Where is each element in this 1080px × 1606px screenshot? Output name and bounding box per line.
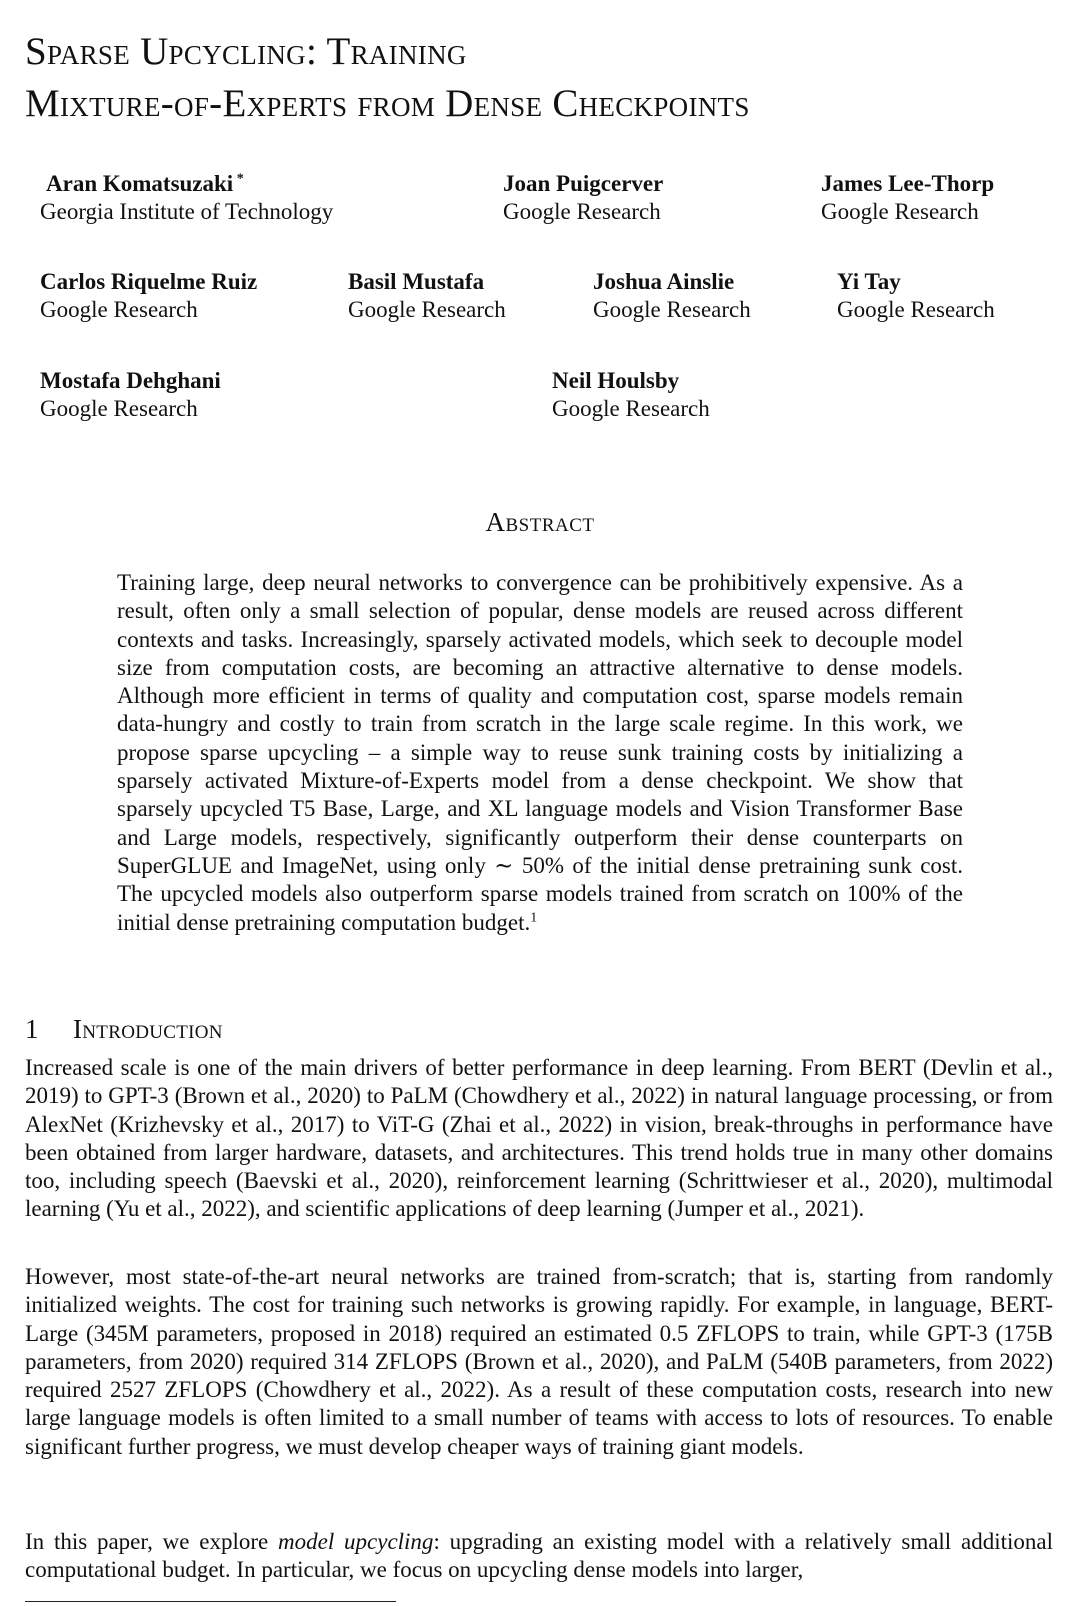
author-affiliation: Google Research: [503, 199, 661, 224]
author-affiliation: Google Research: [821, 199, 979, 224]
author-affiliation: Google Research: [593, 297, 751, 322]
paper-title: [25, 26, 750, 130]
author-block: [821, 170, 994, 226]
author-name: Yi Tay: [837, 269, 901, 294]
author-block: [40, 367, 221, 423]
author-name: Basil Mustafa: [348, 269, 485, 294]
author-name: Neil Houlsby: [552, 368, 680, 393]
author-affiliation: Google Research: [40, 396, 198, 421]
footnote-marker[interactable]: 1: [530, 909, 538, 925]
author-footnote-mark: *: [233, 171, 244, 187]
author-block: [40, 170, 334, 226]
author-affiliation: Google Research: [837, 297, 995, 322]
author-affiliation: Google Research: [348, 297, 506, 322]
section-title: Introduction: [73, 1014, 223, 1044]
author-name: Joshua Ainslie: [593, 269, 735, 294]
intro-paragraph-1: Increased scale is one of the main drivers of better performance in deep learning. From BERT (Devlin et al., 2019) to GPT-3 (Brown et al., 2020) to PaLM (Chowdhery et al., 2022) in natural language processing, or from AlexNet (Krizhevsky et al., 2017) to ViT-G (Zhai et al., 2022) in vision, break-throughs in performance have been obtained from larger hardware, datasets, and architectures. This trend holds true in many other domains too, including speech (Baevski et al., 2020), reinforcement learning (Schrittwieser et al., 2020), multimodal learning (Yu et al., 2022), and scientific applications of deep learning (Jumper et al., 2021).: [25, 1055, 1053, 1222]
author-affiliation: Google Research: [552, 396, 710, 421]
emphasis-term: model upcycling: [278, 1529, 434, 1554]
author-block: [348, 268, 506, 324]
author-name: James Lee-Thorp: [821, 171, 995, 196]
author-block: [837, 268, 995, 324]
footnote-divider: [25, 1601, 396, 1602]
author-name: Aran Komatsuzaki *: [46, 171, 244, 196]
author-affiliation: Google Research: [40, 297, 198, 322]
section-heading-introduction: [25, 1014, 223, 1045]
author-affiliation: Georgia Institute of Technology: [40, 199, 334, 224]
author-block: [552, 367, 710, 423]
author-name: Mostafa Dehghani: [40, 368, 221, 393]
intro-paragraph-2: However, most state-of-the-art neural networks are trained from-scratch; that is, starting from randomly initialized weights. The cost for training such networks is growing rapidly. For example, in language, BERT-Large (345M parameters, proposed in 2018) required an estimated 0.5 ZFLOPS to train, while GPT-3 (175B parameters, from 2020) required 314 ZFLOPS (Brown et al., 2020), and PaLM (540B parameters, from 2022) required 2527 ZFLOPS (Chowdhery et al., 2022). As a result of these computation costs, research into new large language models is often limited to a small number of teams with access to lots of resources. To enable significant further progress, we must develop cheaper ways of training giant models.: [25, 1264, 1053, 1459]
author-block: [593, 268, 751, 324]
author-block: [503, 170, 663, 226]
intro-paragraph-3: In this paper, we explore model upcycling: upgrading an existing model with a relatively small additional computational budget. In particular, we focus on upcycling dense models into larger,: [25, 1529, 1053, 1583]
abstract-text: Training large, deep neural networks to convergence can be prohibitively expensive. As a result, often only a small selection of popular, dense models are reused across different contexts and tasks. Increasingly, sparsely activated models, which seek to decouple model size from computation costs, are becoming an attractive alternative to dense models. Although more efficient in terms of quality and computation cost, sparse models remain data-hungry and costly to train from scratch in the large scale regime. In this work, we propose sparse upcycling – a simple way to reuse sunk training costs by initializing a sparsely activated Mixture-of-Experts model from a dense checkpoint. We show that sparsely upcycled T5 Base, Large, and XL language models and Vision Transformer Base and Large models, respectively, significantly outperform their dense counterparts on SuperGLUE and ImageNet, using only ∼ 50% of the initial dense pretraining sunk cost. The upcycled models also outperform sparse models trained from scratch on 100% of the initial dense pretraining computation budget.$^1$: [117, 570, 963, 935]
abstract-heading: Abstract: [485, 507, 595, 537]
author-block: [40, 268, 257, 324]
section-number: 1: [25, 1014, 39, 1044]
author-name: Joan Puigcerver: [503, 171, 664, 196]
title-line-1: Sparse Upcycling: Training: [25, 30, 467, 73]
title-line-2: Mixture-of-Experts from Dense Checkpoints: [25, 82, 750, 125]
author-name: Carlos Riquelme Ruiz: [40, 269, 258, 294]
